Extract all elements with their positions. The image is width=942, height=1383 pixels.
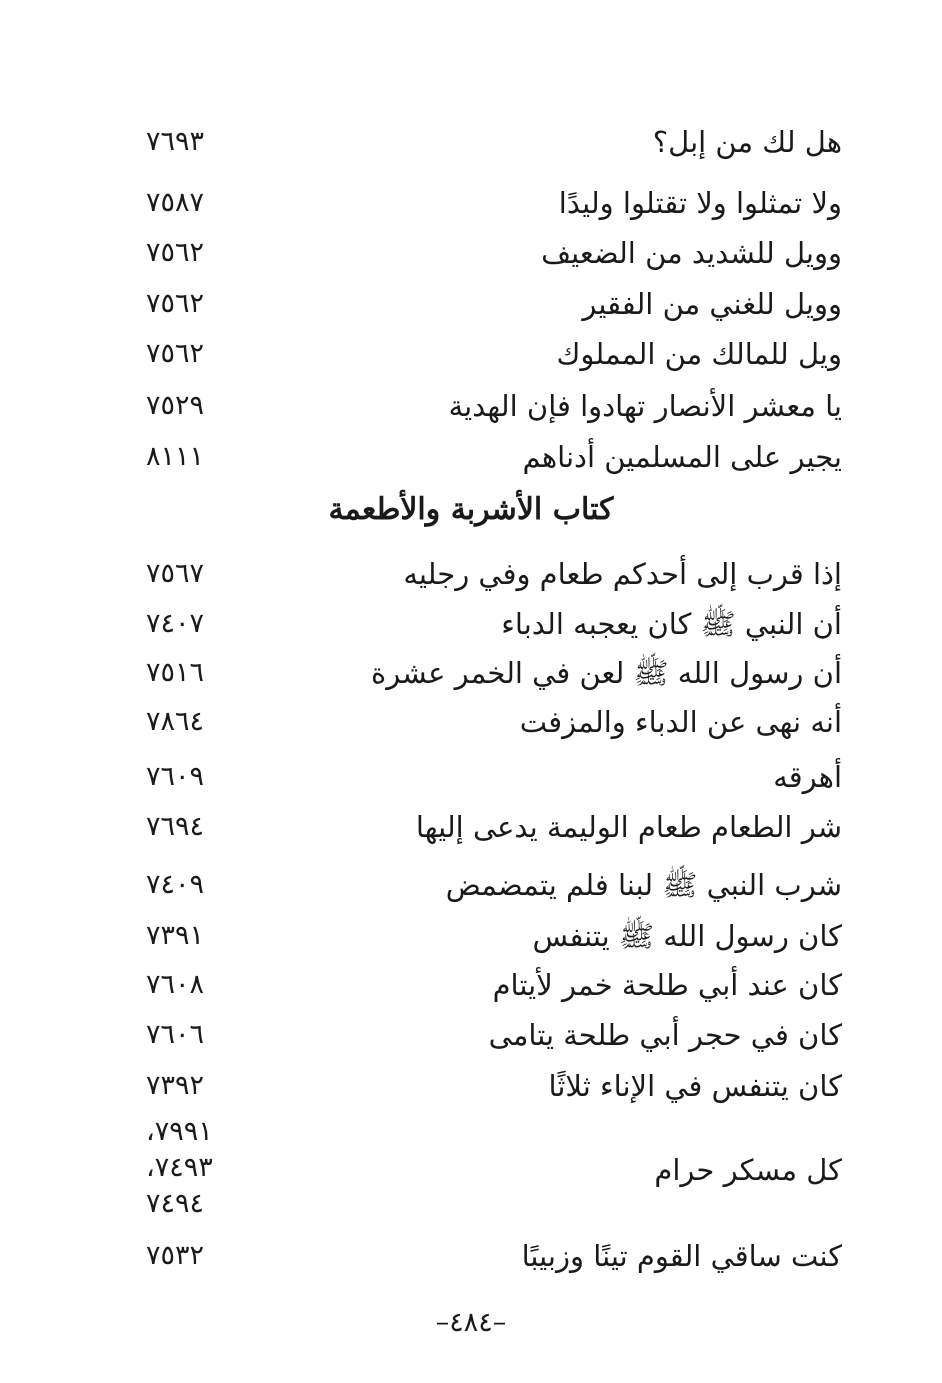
entry-number: ٧٤٠٩ xyxy=(146,869,205,900)
entry-text: كل مسكر حرام xyxy=(654,1153,842,1187)
entry-text: هل لك من إبل؟ xyxy=(652,125,842,159)
entry-number: ٧٤٩٣، xyxy=(146,1152,213,1183)
index-entry xyxy=(0,604,942,654)
index-entry xyxy=(0,807,942,857)
entry-number: ٧٦٩٤ xyxy=(146,811,205,842)
entry-number: ٧٦٠٩ xyxy=(146,761,205,792)
index-entry xyxy=(0,386,942,436)
entry-number: ٧٥٢٩ xyxy=(146,390,205,421)
entry-text: وويل للشديد من الضعيف xyxy=(541,236,842,270)
entry-text: وويل للغني من الفقير xyxy=(582,287,842,321)
entry-text: أنه نهى عن الدباء والمزفت xyxy=(519,705,842,739)
index-entry xyxy=(0,233,942,283)
entry-text: شرب النبي ﷺ لبنا فلم يتمضمض xyxy=(445,868,842,902)
entry-number: ٧٥١٦ xyxy=(146,657,205,688)
entry-text: يا معشر الأنصار تهادوا فإن الهدية xyxy=(448,389,842,423)
entry-text: يجير على المسلمين أدناهم xyxy=(522,440,842,474)
index-entry xyxy=(0,554,942,604)
index-entry xyxy=(0,916,942,966)
entry-number: ٧٥٦٢ xyxy=(146,338,205,369)
entry-text: إذا قرب إلى أحدكم طعام وفي رجليه xyxy=(403,557,842,591)
entry-number: ٧٩٩١، xyxy=(146,1116,213,1147)
page-number: –٤٨٤– xyxy=(435,1307,507,1338)
index-entry xyxy=(0,965,942,1015)
index-entry xyxy=(0,1015,942,1065)
entry-text: كان في حجر أبي طلحة يتامى xyxy=(488,1018,842,1052)
entry-number: ٧٥٦٢ xyxy=(146,237,205,268)
section-heading: كتاب الأشربة والأطعمة xyxy=(328,492,614,527)
entry-number: ٧٣٩١ xyxy=(146,920,205,951)
entry-number: ٧٥٦٧ xyxy=(146,558,205,589)
entry-text: أن النبي ﷺ كان يعجبه الدباء xyxy=(501,607,842,641)
index-entry xyxy=(0,1066,942,1116)
index-entry xyxy=(0,284,942,334)
entry-text: كان يتنفس في الإناء ثلاثًا xyxy=(548,1069,842,1103)
entry-text: أن رسول الله ﷺ لعن في الخمر عشرة xyxy=(371,656,842,690)
entry-text: ويل للمالك من المملوك xyxy=(556,337,842,371)
entry-text: كان عند أبي طلحة خمر لأيتام xyxy=(492,968,842,1002)
entry-number: ٧٣٩٢ xyxy=(146,1070,205,1101)
index-entry xyxy=(0,702,942,752)
entry-number: ٧٤٩٤ xyxy=(146,1188,205,1219)
entry-number: ٧٨٦٤ xyxy=(146,706,205,737)
index-entry xyxy=(0,757,942,807)
entry-text: كان رسول الله ﷺ يتنفس xyxy=(532,919,842,953)
entry-text: أهرقه xyxy=(773,760,842,794)
entry-number: ٧٦٠٦ xyxy=(146,1019,205,1050)
entry-number: ٧٦٩٣ xyxy=(146,126,205,157)
entry-number: ٧٤٠٧ xyxy=(146,608,205,639)
index-entry xyxy=(0,437,942,487)
entry-number: ٧٦٠٨ xyxy=(146,969,205,1000)
index-entry xyxy=(0,334,942,384)
index-entry xyxy=(0,865,942,915)
index-entry xyxy=(0,183,942,233)
index-entry xyxy=(0,1150,942,1200)
entry-text: شر الطعام طعام الوليمة يدعى إليها xyxy=(415,810,842,844)
index-entry xyxy=(0,653,942,703)
entry-number: ٨١١١ xyxy=(146,441,205,472)
entry-number: ٧٥٦٢ xyxy=(146,288,205,319)
entry-text: ولا تمثلوا ولا تقتلوا وليدًا xyxy=(558,186,842,220)
index-entry xyxy=(0,122,942,172)
entry-number: ٧٥٨٧ xyxy=(146,187,205,218)
index-entry xyxy=(0,1236,942,1286)
entry-text: كنت ساقي القوم تينًا وزبيبًا xyxy=(521,1239,842,1273)
entry-number: ٧٥٣٢ xyxy=(146,1240,205,1271)
